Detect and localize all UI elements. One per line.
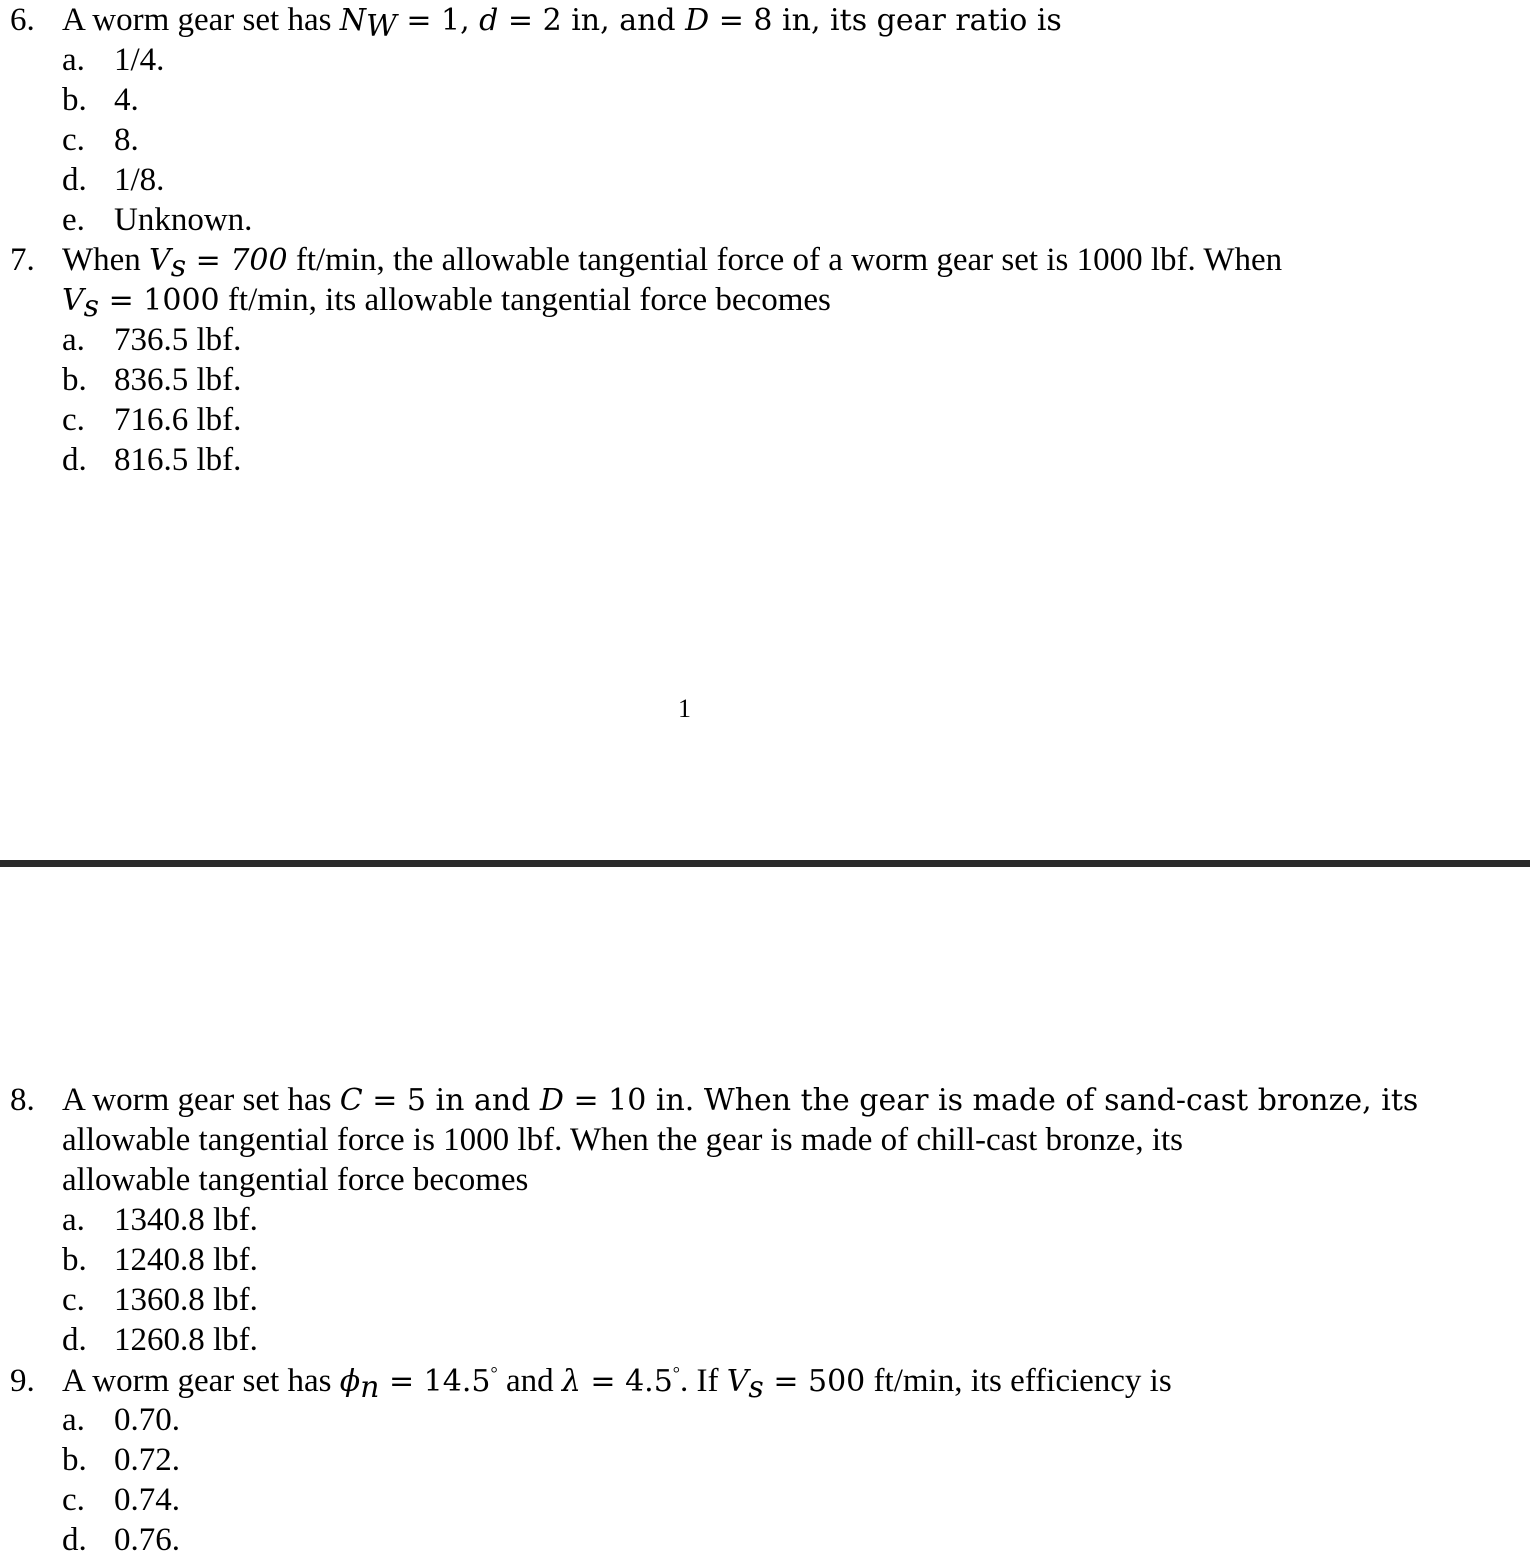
option-label: d. bbox=[62, 162, 87, 198]
option-text: 736.5 lbf. bbox=[114, 322, 242, 358]
option-label: c. bbox=[62, 402, 85, 438]
question-text: A worm gear set has $N_W = 1$, d = 2 in, and D = 8 in, its gear ratio is bbox=[62, 2, 1062, 44]
option-text: 716.6 lbf. bbox=[114, 402, 242, 438]
option-label: c. bbox=[62, 122, 85, 158]
question-text-cont: $V_s = 1000$ ft/min, its allowable tangential force becomes bbox=[62, 282, 831, 324]
option-label: a. bbox=[62, 42, 85, 78]
option-text: 0.70. bbox=[114, 1402, 180, 1438]
option-label: c. bbox=[62, 1282, 85, 1318]
option-text: 836.5 lbf. bbox=[114, 362, 242, 398]
option-text: 1/8. bbox=[114, 162, 165, 198]
question-text: A worm gear set has $\phi_n = 14.5^\circ$ and λ = 4.5°. If $V_s = 500$ ft/min, its efficiency is bbox=[62, 1363, 1172, 1405]
option-label: b. bbox=[62, 82, 87, 118]
option-label: d. bbox=[62, 1322, 87, 1358]
question-text-cont: allowable tangential force is 1000 lbf. When the gear is made of chill-cast bronze, its bbox=[62, 1122, 1184, 1158]
option-text: 1340.8 lbf. bbox=[114, 1202, 258, 1238]
question-text: A worm gear set has C = 5 in and D = 10 in. When the gear is made of sand-cast bronze, its bbox=[62, 1082, 1419, 1118]
option-label: d. bbox=[62, 1522, 87, 1558]
option-text: 1240.8 lbf. bbox=[114, 1242, 258, 1278]
option-text: 0.72. bbox=[114, 1442, 180, 1478]
question-number: 8. bbox=[10, 1082, 35, 1118]
option-label: d. bbox=[62, 442, 87, 478]
option-label: c. bbox=[62, 1482, 85, 1518]
option-text: 1360.8 lbf. bbox=[114, 1282, 258, 1318]
option-text: 1260.8 lbf. bbox=[114, 1322, 258, 1358]
option-label: b. bbox=[62, 362, 87, 398]
option-text: 816.5 lbf. bbox=[114, 442, 242, 478]
option-text: 1/4. bbox=[114, 42, 165, 78]
option-text: Unknown. bbox=[114, 202, 253, 238]
option-label: e. bbox=[62, 202, 85, 238]
question-number: 6. bbox=[10, 2, 35, 38]
option-label: b. bbox=[62, 1442, 87, 1478]
option-label: b. bbox=[62, 1242, 87, 1278]
page-divider bbox=[0, 860, 1530, 867]
page-number: 1 bbox=[678, 694, 691, 723]
question-text: When $V_s = 700$ ft/min, the allowable tangential force of a worm gear set is 1000 lbf. When bbox=[62, 242, 1283, 284]
option-label: a. bbox=[62, 1202, 85, 1238]
option-label: a. bbox=[62, 1402, 85, 1438]
option-text: 0.74. bbox=[114, 1482, 180, 1518]
option-text: 4. bbox=[114, 82, 139, 118]
option-text: 8. bbox=[114, 122, 139, 158]
question-number: 7. bbox=[10, 242, 35, 278]
question-text-cont: allowable tangential force becomes bbox=[62, 1162, 529, 1198]
option-label: a. bbox=[62, 322, 85, 358]
question-number: 9. bbox=[10, 1363, 35, 1399]
option-text: 0.76. bbox=[114, 1522, 180, 1558]
